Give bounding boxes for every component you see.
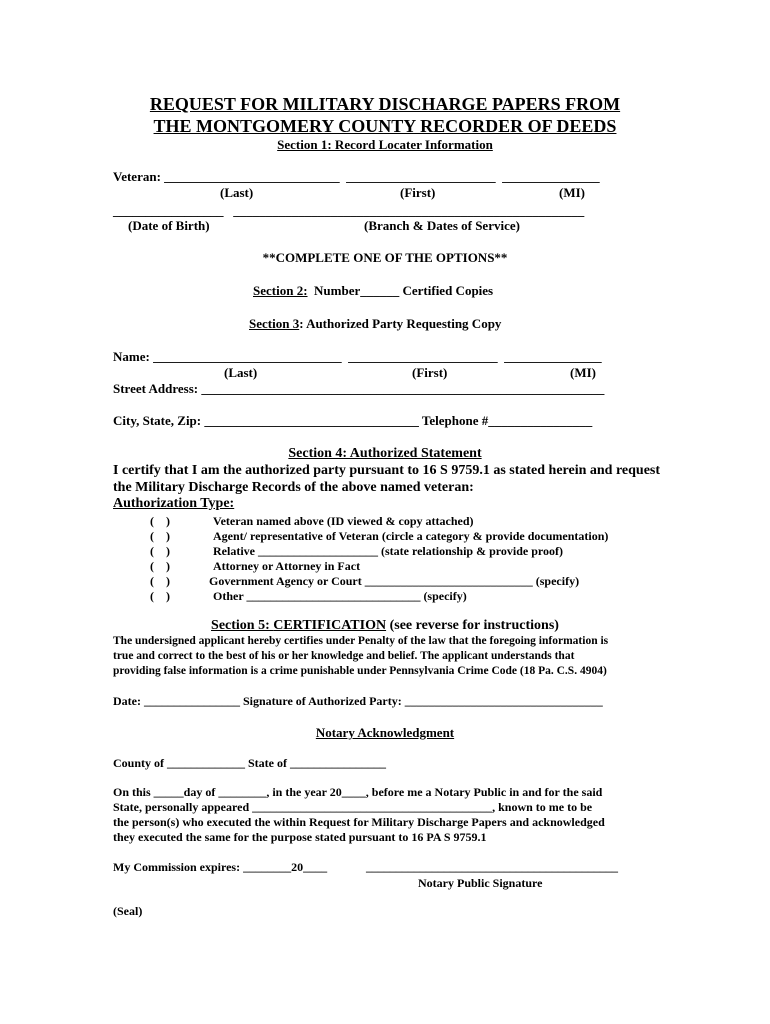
- auth-option-2: Agent/ representative of Veteran (circle a category & provide documentation): [213, 529, 609, 543]
- section2-text: Number______ Certified Copies: [307, 283, 494, 298]
- section5-certification: CERTIFICATION: [273, 618, 387, 633]
- section5-heading: [0, 619, 770, 633]
- section1-heading: Section 1: Record Locater Information: [277, 137, 493, 152]
- veteran-first-label: (First): [400, 185, 436, 200]
- certify-line-2: the Military Discharge Records of the above named veteran:: [113, 480, 474, 495]
- veteran-mi-label: (MI): [559, 185, 585, 200]
- authorization-type-label: Authorization Type:: [113, 496, 235, 511]
- auth-option-6: Other _____________________________ (specify): [213, 589, 467, 603]
- veteran-last-label: (Last): [220, 185, 254, 200]
- notary-paragraph-line-4: they executed the same for the purpose stated pursuant to 16 PA S 9759.1: [113, 830, 487, 844]
- city-telephone-line[interactable]: City, State, Zip: _________________________________ Telephone #________________: [113, 413, 593, 428]
- notary-heading: Notary Acknowledgment: [315, 725, 455, 740]
- auth-checkbox-2[interactable]: ( ): [150, 529, 170, 543]
- auth-checkbox-4[interactable]: ( ): [150, 559, 170, 573]
- section3-label: Section 3: [249, 316, 300, 331]
- auth-checkbox-5[interactable]: ( ): [150, 574, 170, 588]
- notary-paragraph-line-3: the person(s) who executed the within Request for Military Discharge Papers and acknowledged: [113, 815, 605, 829]
- certification-line-2: true and correct to the best of his or her knowledge and belief. The applicant understands that: [113, 650, 575, 662]
- name-mi-label: (MI): [570, 365, 596, 380]
- auth-option-3: Relative ____________________ (state relationship & provide proof): [213, 544, 563, 558]
- dob-label: (Date of Birth): [128, 218, 210, 233]
- section2-label: Section 2:: [253, 283, 308, 298]
- section4-heading: Section 4: Authorized Statement: [288, 446, 482, 461]
- name-first-label: (First): [412, 365, 448, 380]
- certification-line-1: The undersigned applicant hereby certifies under Penalty of the law that the foregoing information is: [113, 635, 609, 647]
- street-address-line[interactable]: Street Address: ______________________________________________________________: [113, 381, 605, 396]
- auth-checkbox-1[interactable]: ( ): [150, 514, 170, 528]
- section5-suffix: (see reverse for instructions): [386, 618, 559, 633]
- name-last-label: (Last): [224, 365, 258, 380]
- auth-option-1: Veteran named above (ID viewed & copy attached): [213, 514, 474, 528]
- county-state-line[interactable]: County of _____________ State of ________________: [113, 756, 386, 770]
- auth-option-4: Attorney or Attorney in Fact: [213, 559, 361, 573]
- section3-text: : Authorized Party Requesting Copy: [299, 316, 502, 331]
- section5-prefix: Section 5:: [211, 618, 274, 633]
- notary-signature-line[interactable]: __________________________________________: [366, 860, 618, 874]
- dob-branch-line[interactable]: _________________ ______________________________________________________: [113, 203, 585, 218]
- date-signature-line[interactable]: Date: ________________ Signature of Authorized Party: _________________________________: [113, 694, 603, 708]
- section3-heading: [249, 317, 501, 330]
- auth-checkbox-6[interactable]: ( ): [150, 589, 170, 603]
- seal-label: (Seal): [113, 904, 143, 918]
- title-line-2: THE MONTGOMERY COUNTY RECORDER OF DEEDS: [153, 116, 617, 136]
- branch-label: (Branch & Dates of Service): [364, 218, 520, 233]
- notary-paragraph-line-2: State, personally appeared ________________________________________, known to me to be: [113, 800, 593, 814]
- certify-line-1: I certify that I am the authorized party pursuant to 16 S 9759.1 as stated herein and request: [113, 463, 661, 478]
- title-line-1: REQUEST FOR MILITARY DISCHARGE PAPERS FROM: [149, 94, 621, 114]
- name-line[interactable]: Name: _____________________________ _______________________ _______________: [113, 349, 602, 364]
- notary-paragraph-line-1: On this _____day of ________, in the year 20____, before me a Notary Public in and for the said: [113, 785, 603, 799]
- options-note: **COMPLETE ONE OF THE OPTIONS**: [262, 250, 508, 265]
- commission-expires-line[interactable]: My Commission expires: ________20____: [113, 860, 328, 874]
- certification-line-3: providing false information is a crime punishable under Pennsylvania Crime Code (18 Pa. C.S. 4904): [113, 665, 607, 677]
- section2-line[interactable]: [253, 284, 493, 297]
- auth-checkbox-3[interactable]: ( ): [150, 544, 170, 558]
- notary-signature-label: Notary Public Signature: [418, 876, 543, 890]
- veteran-line[interactable]: Veteran: ___________________________ _______________________ _______________: [113, 169, 600, 184]
- auth-option-5: Government Agency or Court ____________________________ (specify): [209, 574, 580, 588]
